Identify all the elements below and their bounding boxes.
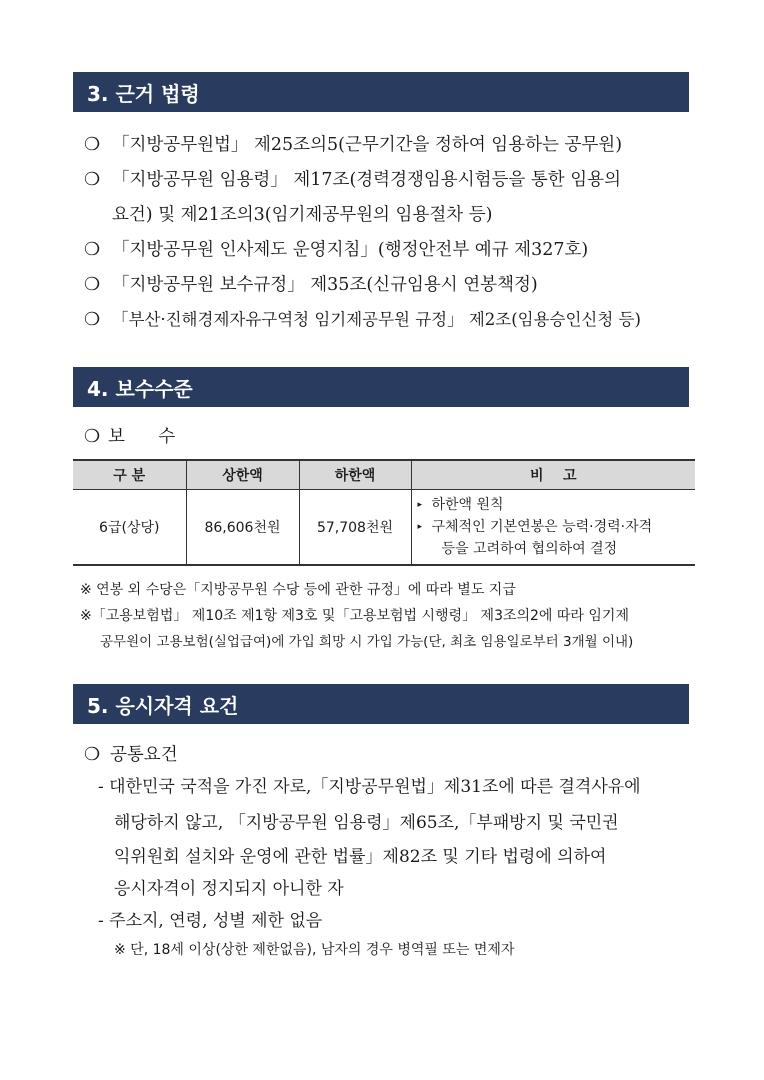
- table-header-row: [73, 460, 695, 490]
- section-4-header: [73, 367, 689, 407]
- law-item-2: 「지방공무원 임용령」 제17조(경력경쟁임용시험등을 통한 임용의: [112, 170, 621, 190]
- cell-lower: 57,708천원: [299, 490, 411, 566]
- remark-continued: [418, 538, 690, 560]
- remark-text: 등을 고려하여 협의하여 결정: [441, 541, 618, 557]
- law-item-4: 「지방공무원 보수규정」 제35조(신규임용시 연봉책정): [112, 275, 538, 295]
- remark-item: [418, 516, 690, 538]
- remark-item: [418, 494, 690, 516]
- bullet-icon: ❍: [84, 169, 101, 190]
- triangle-icon: ▸: [417, 500, 423, 510]
- requirement-line-1: - 대한민국 국적을 가진 자로,「지방공무원법」제31조에 따른 결격사유에: [98, 777, 641, 797]
- header-remarks: 비 고: [411, 460, 695, 490]
- cell-grade: 6급(상당): [73, 490, 186, 566]
- bullet-icon: ❍: [84, 426, 101, 447]
- law-item-2-continued: 요건) 및 제21조의3(임기제공무원의 임용절차 등): [112, 205, 493, 225]
- pay-note-2-continued: 공무원이 고용보험(실업급여)에 가입 희망 시 가입 가능(단, 최초 임용일로부터 3개월 이내): [100, 634, 634, 650]
- requirement-line-3: 익위원회 설치와 운영에 관한 법률」제82조 및 기타 법령에 의하여: [114, 847, 607, 867]
- pay-note-2: ※「고용보험법」 제10조 제1항 제3호 및「고용보험법 시행령」 제3조의2에 따라 임기제: [80, 608, 629, 624]
- law-item-1: 「지방공무원법」 제25조의5(근무기간을 정하여 임용하는 공무원): [112, 135, 623, 155]
- bullet-icon: ❍: [84, 134, 101, 155]
- bullet-icon: ❍: [84, 744, 101, 765]
- requirement-line-2: 해당하지 않고, 「지방공무원 임용령」제65조,「부패방지 및 국민권: [114, 813, 619, 833]
- bullet-icon: ❍: [84, 239, 101, 260]
- section-5-header: [73, 684, 689, 724]
- section-3-header: [73, 72, 689, 112]
- common-requirements-subhead: 공통요건: [110, 745, 178, 765]
- requirement-line-5: - 주소지, 연령, 성별 제한 없음: [98, 911, 323, 931]
- pay-note-1: ※ 연봉 외 수당은「지방공무원 수당 등에 관한 규정」에 따라 별도 지급: [80, 582, 516, 598]
- bullet-icon: ❍: [84, 274, 101, 295]
- pay-table: [73, 459, 695, 566]
- cell-upper: 86,606천원: [186, 490, 299, 566]
- law-item-5: 「부산·진해경제자유구역청 임기제공무원 규정」 제2조(임용승인신청 등): [112, 310, 641, 329]
- bullet-icon: ❍: [84, 309, 101, 330]
- section-3-title: 3. 근거 법령: [87, 81, 200, 106]
- requirement-line-4: 응시자격이 정지되지 아니한 자: [114, 879, 344, 899]
- header-category: 구 분: [73, 460, 186, 490]
- header-lower-limit: 하한액: [299, 460, 411, 490]
- remark-text: 구체적인 기본연봉은 능력·경력·자격: [431, 519, 653, 535]
- section-5-title: 5. 응시자격 요건: [87, 693, 239, 718]
- pay-subhead: 보 수: [108, 427, 176, 447]
- remark-text: 하한액 원칙: [431, 497, 504, 513]
- law-item-3: 「지방공무원 인사제도 운영지침」(행정안전부 예규 제327호): [112, 240, 589, 260]
- age-note: ※ 단, 18세 이상(상한 제한없음), 남자의 경우 병역필 또는 면제자: [114, 942, 515, 958]
- header-upper-limit: 상한액: [186, 460, 299, 490]
- table-row: [73, 490, 695, 566]
- cell-remarks: [411, 490, 695, 566]
- section-4-title: 4. 보수수준: [87, 376, 193, 401]
- triangle-icon: ▸: [417, 522, 423, 532]
